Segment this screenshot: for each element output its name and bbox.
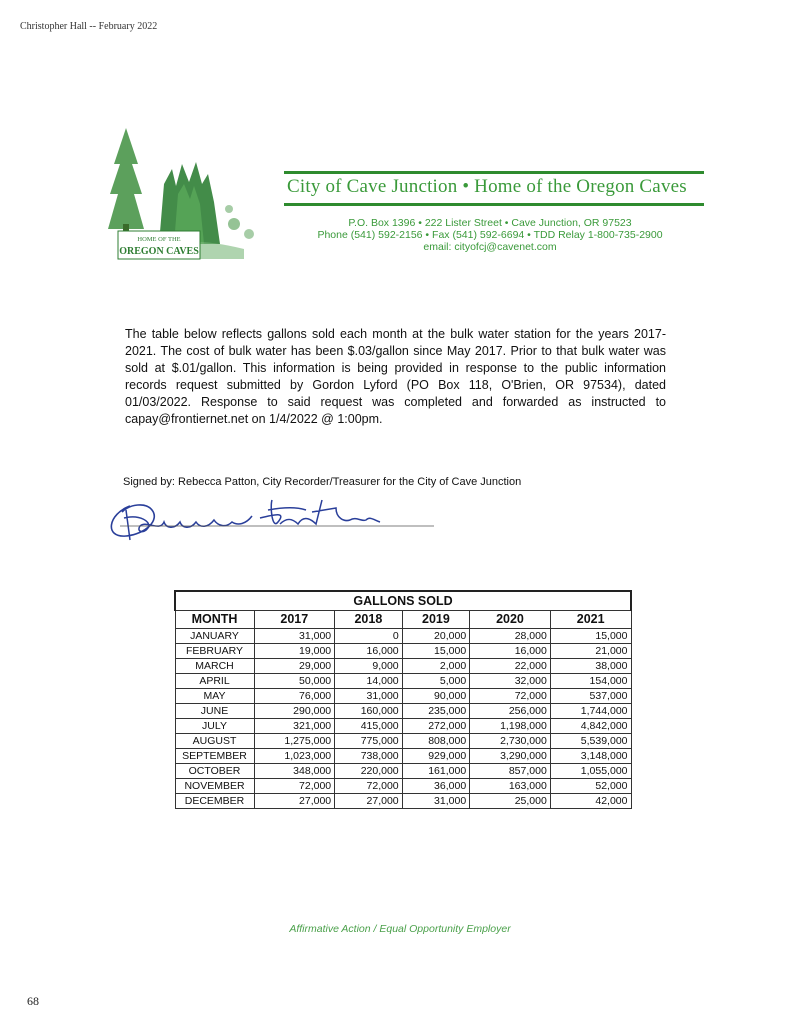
gallons-sold-table <box>174 590 632 809</box>
letterhead-rule-bottom <box>284 203 704 206</box>
logo-text-line2: OREGON CAVES <box>119 246 199 257</box>
value-cell: 5,000 <box>402 674 470 689</box>
value-cell: 14,000 <box>335 674 403 689</box>
logo-text-line1: HOME OF THE <box>137 236 181 243</box>
header-month: MONTH <box>175 611 254 629</box>
header-2020: 2020 <box>470 611 551 629</box>
value-cell: 27,000 <box>335 794 403 809</box>
value-cell: 537,000 <box>550 689 631 704</box>
value-cell: 21,000 <box>550 644 631 659</box>
value-cell: 235,000 <box>402 704 470 719</box>
table-row <box>175 719 631 734</box>
value-cell: 72,000 <box>254 779 335 794</box>
value-cell: 2,730,000 <box>470 734 551 749</box>
value-cell: 29,000 <box>254 659 335 674</box>
value-cell: 31,000 <box>402 794 470 809</box>
value-cell: 775,000 <box>335 734 403 749</box>
table-row <box>175 659 631 674</box>
value-cell: 5,539,000 <box>550 734 631 749</box>
running-head: Christopher Hall -- February 2022 <box>20 21 158 32</box>
value-cell: 738,000 <box>335 749 403 764</box>
table-row <box>175 764 631 779</box>
value-cell: 154,000 <box>550 674 631 689</box>
value-cell: 32,000 <box>470 674 551 689</box>
month-cell: JANUARY <box>175 629 254 644</box>
table-row <box>175 689 631 704</box>
value-cell: 808,000 <box>402 734 470 749</box>
value-cell: 220,000 <box>335 764 403 779</box>
month-cell: FEBRUARY <box>175 644 254 659</box>
value-cell: 857,000 <box>470 764 551 779</box>
value-cell: 15,000 <box>550 629 631 644</box>
value-cell: 348,000 <box>254 764 335 779</box>
value-cell: 31,000 <box>254 629 335 644</box>
value-cell: 272,000 <box>402 719 470 734</box>
value-cell: 321,000 <box>254 719 335 734</box>
value-cell: 28,000 <box>470 629 551 644</box>
value-cell: 25,000 <box>470 794 551 809</box>
value-cell: 42,000 <box>550 794 631 809</box>
value-cell: 1,023,000 <box>254 749 335 764</box>
signed-by-line: Signed by: Rebecca Patton, City Recorder/Treasurer for the City of Cave Junction <box>123 476 522 488</box>
value-cell: 27,000 <box>254 794 335 809</box>
value-cell: 161,000 <box>402 764 470 779</box>
value-cell: 290,000 <box>254 704 335 719</box>
value-cell: 160,000 <box>335 704 403 719</box>
value-cell: 50,000 <box>254 674 335 689</box>
value-cell: 90,000 <box>402 689 470 704</box>
footer-eoe-statement: Affirmative Action / Equal Opportunity Employer <box>289 923 511 935</box>
value-cell: 15,000 <box>402 644 470 659</box>
body-paragraph: The table below reflects gallons sold each month at the bulk water station for the years 2017-2021. The cost of bulk water has been $.03/gallon since May 2017. Prior to that bulk water was sold at $.01/gallon. This information is being provided in response to the public information records request submitted by Gordon Lyford (PO Box 118, O'Brien, OR 97534), dated 01/03/2022. Response to said request was completed and forwarded as instructed to capay@frontiernet.net on 1/4/2022 @ 1:00pm. <box>125 327 666 426</box>
letterhead-address: P.O. Box 1396 • 222 Lister Street • Cave Junction, OR 97523 <box>348 217 632 229</box>
value-cell: 38,000 <box>550 659 631 674</box>
value-cell: 16,000 <box>335 644 403 659</box>
letterhead-rule-top <box>284 171 704 174</box>
letterhead-email: email: cityofcj@cavenet.com <box>423 241 557 253</box>
month-cell: NOVEMBER <box>175 779 254 794</box>
header-2019: 2019 <box>402 611 470 629</box>
table-row <box>175 704 631 719</box>
table-row <box>175 794 631 809</box>
month-cell: SEPTEMBER <box>175 749 254 764</box>
value-cell: 72,000 <box>335 779 403 794</box>
table-row <box>175 734 631 749</box>
letterhead-title: City of Cave Junction • Home of the Oregon Caves <box>287 176 687 197</box>
table-row <box>175 749 631 764</box>
value-cell: 2,000 <box>402 659 470 674</box>
value-cell: 0 <box>335 629 403 644</box>
month-cell: OCTOBER <box>175 764 254 779</box>
month-cell: DECEMBER <box>175 794 254 809</box>
value-cell: 52,000 <box>550 779 631 794</box>
table-row <box>175 779 631 794</box>
value-cell: 256,000 <box>470 704 551 719</box>
value-cell: 4,842,000 <box>550 719 631 734</box>
value-cell: 163,000 <box>470 779 551 794</box>
header-2017: 2017 <box>254 611 335 629</box>
value-cell: 20,000 <box>402 629 470 644</box>
table-row <box>175 674 631 689</box>
value-cell: 1,055,000 <box>550 764 631 779</box>
value-cell: 19,000 <box>254 644 335 659</box>
oregon-caves-logo-icon <box>104 124 276 274</box>
month-cell: APRIL <box>175 674 254 689</box>
value-cell: 1,275,000 <box>254 734 335 749</box>
value-cell: 3,148,000 <box>550 749 631 764</box>
value-cell: 929,000 <box>402 749 470 764</box>
page-number: 68 <box>27 994 39 1008</box>
value-cell: 1,198,000 <box>470 719 551 734</box>
value-cell: 72,000 <box>470 689 551 704</box>
table-row <box>175 629 631 644</box>
header-2021: 2021 <box>550 611 631 629</box>
value-cell: 22,000 <box>470 659 551 674</box>
value-cell: 1,744,000 <box>550 704 631 719</box>
table-caption: GALLONS SOLD <box>175 591 631 611</box>
value-cell: 31,000 <box>335 689 403 704</box>
value-cell: 9,000 <box>335 659 403 674</box>
header-2018: 2018 <box>335 611 403 629</box>
table-header-row <box>175 611 631 629</box>
month-cell: MARCH <box>175 659 254 674</box>
month-cell: JUNE <box>175 704 254 719</box>
table-row <box>175 644 631 659</box>
letterhead-phone: Phone (541) 592-2156 • Fax (541) 592-6694 • TDD Relay 1-800-735-2900 <box>317 229 663 241</box>
handwritten-signature-icon <box>100 492 440 548</box>
month-cell: MAY <box>175 689 254 704</box>
value-cell: 415,000 <box>335 719 403 734</box>
value-cell: 36,000 <box>402 779 470 794</box>
value-cell: 16,000 <box>470 644 551 659</box>
value-cell: 76,000 <box>254 689 335 704</box>
month-cell: JULY <box>175 719 254 734</box>
month-cell: AUGUST <box>175 734 254 749</box>
value-cell: 3,290,000 <box>470 749 551 764</box>
